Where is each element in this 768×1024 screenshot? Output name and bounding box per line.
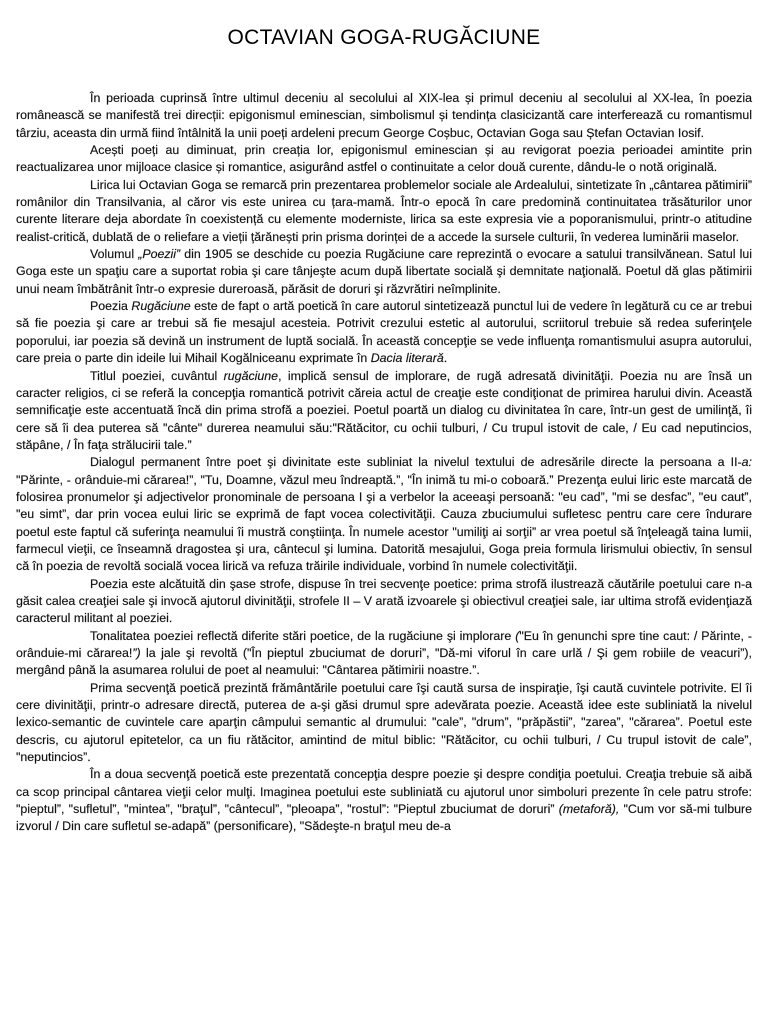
paragraph [16,576,752,628]
text-run: "Cum vor să-mi tulbure izvorul / Din care sufletul se-adapă” (personificare), "Sădeşte-n braţul meu de-a [16,802,752,834]
text-run: Volumul [90,247,139,262]
italic-text-run: ”) [132,646,141,660]
paragraph [16,680,752,767]
paragraph [16,298,752,367]
paragraph [16,368,752,455]
text-run: "Părinte, - orânduie-mi cărarea!”, "Tu, Doamne, văzul meu îndreaptă.”, "În inimă tu mi-o coboară.” Prezenţa eului liric este marcată de folosirea pronumelor şi adjectivelor pronominale de persoana I şi a verbelor la aceeaşi persoană: "eu cad”, "mi se desfac”, "eu caut”, "eu simt”, dar prin vocea eului liric se exprimă de fapt vocea colectivităţii. Cauza zbuciumului sufletesc pentru care cere îndurare poetul este faptul că suferinţa neamului îi mustră conştiinţa. În numele acestor "umiliţi ai sorţii” ar vrea poetul să înţeleagă taina lumii, farmecul vieţii, ce înseamnă dragostea şi ura, cântecul şi lumina. Datorită mesajului, Goga preia formula lirismului obiectiv, în sensul că în poezia de revoltă socială vocea lirică va refuza trăirile individuale, vorbind în numele colectivităţii. [16,472,752,574]
italic-text-run: ( [515,628,520,643]
text-run: Poezia [90,299,132,314]
paragraph [16,246,752,298]
italic-text-run: (metaforă), [558,802,620,817]
italic-text-run: Dacia literară [370,351,444,366]
text-run: În a doua secvenţă poetică este prezentată concepţia despre poezie şi despre condiţia poetului. Creaţia trebuie să aibă ca scop principal cântarea vieţii celor mulţi. Imaginea poetului este subliniată cu ajutorul unor simboluri prezente în cele patru strofe: "pieptul”, "sufletul”, "mintea”, "braţul”, "cântecul”, "pleoapa”, "rostul”: "Pieptul zbuciumat de doruri” [16,767,752,817]
document-body [0,90,768,836]
text-run: din 1905 se deschide cu poezia Rugăciune care reprezintă o evocare a satului transilvănean. Satul lui Goga este un spaţiu care a suportat robia şi care tânjeşte acum după libertate socială şi demnitate naţională. Poetul dă glas pătimirii unui neam îmbătrânit într-o expresie dureroasă, părăsit de doruri şi răzvrătiri neîmplinite. [16,247,753,296]
text-run: Prima secvenţă poetică prezintă frământările poetului care îşi caută sursa de inspiraţie, îşi caută cuvintele potrivite. El îi cere divinităţii, printr-o adresare directă, puterea de a-şi găsi drumul spre adevărata poezie. Această idee este subliniată la nivelul lexico-semantic de cuvintele care aparţin câmpului semantic al drumului: "cale”, "drum”, "prăpăstii”, "zarea”, "cărarea”. Poetul este descris, cu ajutorul epitetelor, ca un fiu rătăcitor, amintind de mitul biblic: "Rătăcitor, cu ochii tulburi, / Cu trupul istovit de cale”, "neputincios”. [16,680,752,765]
text-run: este de fapt o artă poetică în care autorul sintetizează punctul lui de vedere în legătură cu ce ar trebui să fie poezia şi care ar trebui să fie mesajul acesteia. Potrivit crezului estetic al autorului, scriitorul trebuie să redea suferinţele poporului, iar poezia să devină un instrument de luptă socială. În această concepţie se vede influenţa romantismului asupra autorului, care preia o parte din ideile lui Mihail Kogălniceanu exprimate în [16,299,752,366]
text-run: "Eu în genunchi spre tine caut: / Părinte, - orânduie-mi cărarea! [16,628,752,660]
text-run: , implică sensul de implorare, de rugă adresată divinităţii. Poezia nu are însă un caracter religios, ci se referă la concepţia romantică potrivit căreia actul de creaţie este condiţionat de primirea harului divin. Această semnificaţie este accentuată încă din prima strofă a poeziei. Poetul poartă un dialog cu divinitatea în care, într-un gest de umilinţă, îi cere să îi dea puterea să "cânte" durerea neamului său:"Rătăcitor, cu ochii tulburi, / Cu trupul istovit de cale, / Eu cad neputincios, stăpâne, / În faţa strălucirii tale.” [16,368,753,452]
paragraph [16,177,752,246]
text-run: . [443,351,448,366]
paragraph [16,766,752,835]
text-run: Lirica lui Octavian Goga se remarcă prin prezentarea problemelor sociale ale Ardealului, sintetizate în „cântarea pătimirii” românilor din Transilvania, al căror vis este unirea cu țara-mamă. Într-o epocă în care predomină continuitatea trăsăturilor unor curente literare deja abordate în coexistență cu elemente moderniste, lirica sa este expresia vie a poporanismului, printr-o atitudine realist-critică, dublată de o reliefare a vieții țărănești prin prisma dorinței de a accede la sursele culturii, în vederea luminării maselor. [16,177,752,244]
paragraph [16,90,752,142]
italic-text-run: rugăciune [223,368,279,383]
text-run: Dialogul permanent între poet şi divinitate este subliniat la nivelul textului de adresările directe la persoana a II- [90,455,742,470]
text-run: Tonalitatea poeziei reflectă diferite stări poetice, de la rugăciune şi implorare [90,628,516,643]
text-run: la jale şi revoltă ("În pieptul zbuciumat de doruri”, "Dă-mi viforul în care urlă / Şi gem robiile de veacuri”), mergând până la asumarea rolului de poet al neamului: "Cântarea pătimirii noastre.”. [16,646,753,678]
italic-text-run: a: [741,455,752,470]
text-run: În perioada cuprinsă între ultimul deceniu al secolului al XIX-lea și primul deceniu al secolului al XX-lea, în poezia românească se manifestă trei direcții: epigonismul eminescian, simbolismul și tendința clasicizantă care interferează cu romantismul târziu, aceasta din urmă fiind întâlnită la unii poeți ardeleni precum George Coșbuc, Octavian Goga sau Ștefan Octavian Iosif. [16,91,752,140]
paragraph [16,454,752,575]
text-run: Titlul poeziei, cuvântul [90,368,224,383]
italic-text-run: „Poezii” [138,247,181,262]
text-run: Poezia este alcătuită din şase strofe, dispuse în trei secvenţe poetice: prima strofă ilustrează căutările poetului care n-a găsit calea creaţiei sale şi invocă ajutorul divinităţii, strofele II – V arată izvoarele şi obiectivul creaţiei sale, iar ultima strofă evidenţiază caracterul militant al poeziei. [16,576,752,626]
paragraph [16,142,752,177]
document-title: OCTAVIAN GOGA-RUGĂCIUNE [227,26,541,49]
italic-text-run: Rugăciune [131,299,191,314]
text-run: Acești poeți au diminuat, prin creația lor, epigonismul eminescian și au revigorat poezia perioadei amintite prin reactualizarea unor mijloace clasice și romantice, asigurând astfel o continuitate a celor două curente, dându-le o notă originală. [16,143,752,175]
paragraph [16,628,752,680]
